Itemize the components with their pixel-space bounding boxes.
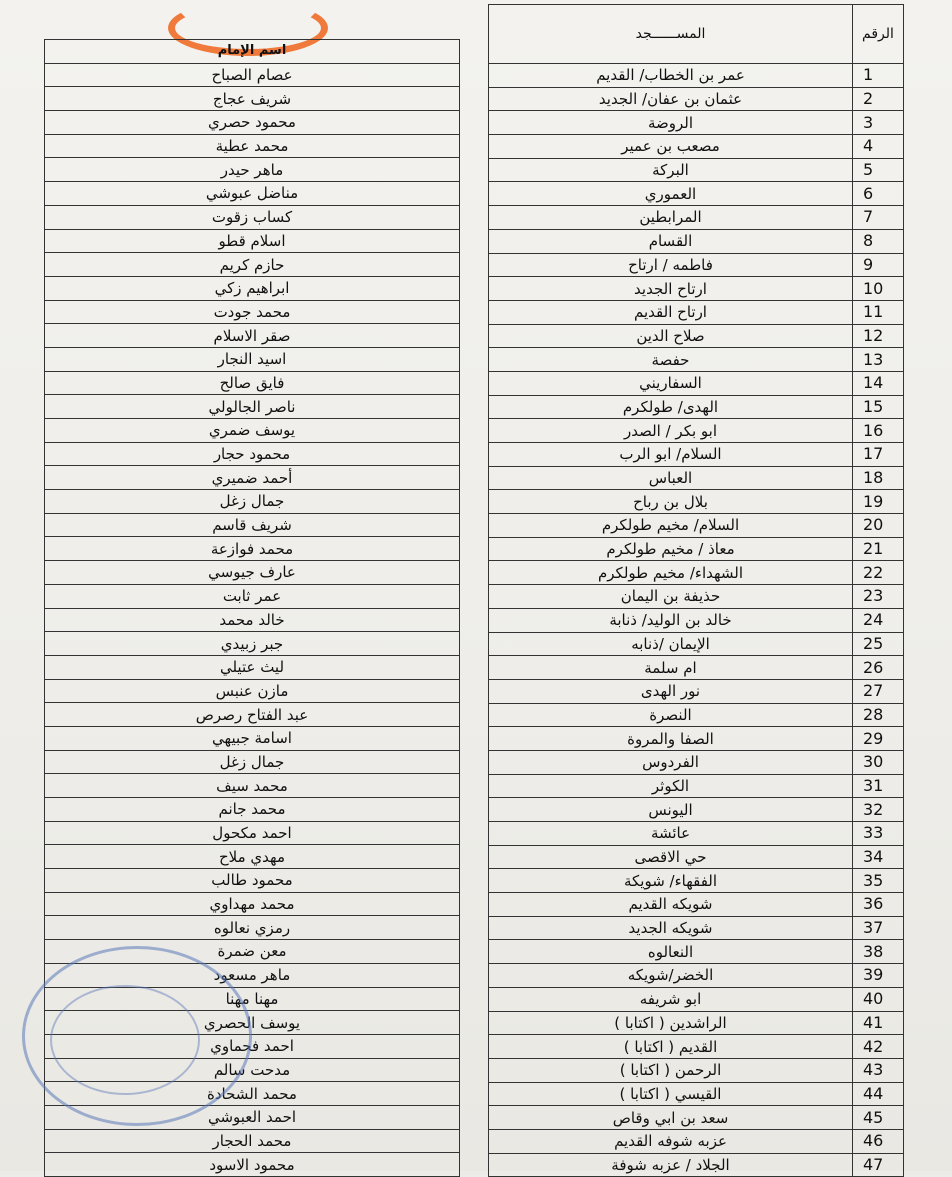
row-number-cell: 11 bbox=[853, 300, 904, 324]
imam-row bbox=[45, 798, 460, 822]
imam-name-cell: احمد فحماوي bbox=[45, 1034, 460, 1058]
row-number-cell: 34 bbox=[853, 845, 904, 869]
mosque-row bbox=[489, 845, 904, 869]
imam-row bbox=[45, 845, 460, 869]
row-number-cell: 29 bbox=[853, 727, 904, 751]
mosque-row bbox=[489, 1082, 904, 1106]
mosque-row bbox=[489, 111, 904, 135]
mosque-name-cell: القسام bbox=[489, 229, 853, 253]
imam-name-cell: رمزي نعالوه bbox=[45, 916, 460, 940]
imam-name-cell: فايق صالح bbox=[45, 371, 460, 395]
row-number-cell: 28 bbox=[853, 703, 904, 727]
mosque-name-cell: معاذ / مخيم طولكرم bbox=[489, 537, 853, 561]
imam-name-cell: مازن عنبس bbox=[45, 679, 460, 703]
mosque-row bbox=[489, 893, 904, 917]
mosque-row bbox=[489, 822, 904, 846]
mosque-name-cell: الصفا والمروة bbox=[489, 727, 853, 751]
imam-row bbox=[45, 419, 460, 443]
mosque-table-body bbox=[489, 64, 904, 1177]
imam-name-cell: محمد الحجار bbox=[45, 1129, 460, 1153]
row-number-cell: 25 bbox=[853, 632, 904, 656]
row-number-cell: 6 bbox=[853, 182, 904, 206]
imam-row bbox=[45, 205, 460, 229]
row-number-cell: 35 bbox=[853, 869, 904, 893]
row-number-cell: 32 bbox=[853, 798, 904, 822]
mosque-row bbox=[489, 64, 904, 88]
imam-name-cell: شريف قاسم bbox=[45, 513, 460, 537]
imam-row bbox=[45, 703, 460, 727]
imam-row bbox=[45, 300, 460, 324]
mosque-row bbox=[489, 300, 904, 324]
imam-header-row bbox=[45, 40, 460, 64]
mosque-name-cell: البركة bbox=[489, 158, 853, 182]
mosque-row bbox=[489, 656, 904, 680]
imam-row bbox=[45, 632, 460, 656]
row-number-cell: 10 bbox=[853, 277, 904, 301]
imam-name-cell: محمود الاسود bbox=[45, 1153, 460, 1177]
imam-name-cell: محمد مهداوي bbox=[45, 892, 460, 916]
mosque-name-cell: الجلاد / عزبه شوفة bbox=[489, 1153, 853, 1177]
row-number-cell: 17 bbox=[853, 443, 904, 467]
imam-row bbox=[45, 821, 460, 845]
imam-row bbox=[45, 371, 460, 395]
mosque-row bbox=[489, 1129, 904, 1153]
mosque-name-cell: الخضر/شويكه bbox=[489, 964, 853, 988]
imam-row bbox=[45, 111, 460, 135]
imam-name-cell: جمال زغل bbox=[45, 750, 460, 774]
imam-name-cell: أحمد ضميري bbox=[45, 466, 460, 490]
mosque-row bbox=[489, 750, 904, 774]
imam-name-cell: محمود طالب bbox=[45, 869, 460, 893]
imam-name-cell: اسيد النجار bbox=[45, 347, 460, 371]
row-number-cell: 27 bbox=[853, 679, 904, 703]
mosque-row bbox=[489, 987, 904, 1011]
imam-row bbox=[45, 655, 460, 679]
imam-row bbox=[45, 253, 460, 277]
imam-row bbox=[45, 182, 460, 206]
mosque-name-cell: العموري bbox=[489, 182, 853, 206]
imam-row bbox=[45, 276, 460, 300]
row-number-cell: 12 bbox=[853, 324, 904, 348]
mosque-name-cell: النصرة bbox=[489, 703, 853, 727]
row-number-cell: 43 bbox=[853, 1058, 904, 1082]
mosque-row bbox=[489, 916, 904, 940]
row-number-cell: 24 bbox=[853, 608, 904, 632]
row-number-cell: 42 bbox=[853, 1035, 904, 1059]
mosque-row bbox=[489, 490, 904, 514]
imam-row bbox=[45, 134, 460, 158]
mosque-name-cell: عزبه شوفه القديم bbox=[489, 1129, 853, 1153]
mosque-table bbox=[488, 4, 904, 1177]
imam-row bbox=[45, 347, 460, 371]
row-number-cell: 26 bbox=[853, 656, 904, 680]
mosque-row bbox=[489, 561, 904, 585]
imam-name-cell: احمد العبوشي bbox=[45, 1105, 460, 1129]
mosque-row bbox=[489, 229, 904, 253]
row-number-cell: 38 bbox=[853, 940, 904, 964]
imam-name-cell: خالد محمد bbox=[45, 608, 460, 632]
mosque-row bbox=[489, 324, 904, 348]
mosque-name-cell: ام سلمة bbox=[489, 656, 853, 680]
imam-name-cell: كساب زقوت bbox=[45, 205, 460, 229]
imam-name-cell: ليث عتيلي bbox=[45, 655, 460, 679]
mosque-name-cell: مصعب بن عمير bbox=[489, 135, 853, 159]
mosque-row bbox=[489, 206, 904, 230]
row-number-cell: 44 bbox=[853, 1082, 904, 1106]
mosque-name-cell: شويكه الجديد bbox=[489, 916, 853, 940]
mosque-row bbox=[489, 87, 904, 111]
mosque-row bbox=[489, 419, 904, 443]
imam-row bbox=[45, 750, 460, 774]
mosque-row bbox=[489, 514, 904, 538]
imam-row bbox=[45, 537, 460, 561]
mosque-name-cell: صلاح الدين bbox=[489, 324, 853, 348]
imam-name-cell: مهنا مهنا bbox=[45, 987, 460, 1011]
mosque-row bbox=[489, 585, 904, 609]
imam-name-cell: احمد مكحول bbox=[45, 821, 460, 845]
mosque-row bbox=[489, 608, 904, 632]
mosque-row bbox=[489, 1106, 904, 1130]
mosque-row bbox=[489, 727, 904, 751]
row-number-cell: 30 bbox=[853, 750, 904, 774]
imam-name-cell: معن ضمرة bbox=[45, 940, 460, 964]
mosque-name-cell: نور الهدى bbox=[489, 679, 853, 703]
imam-name-cell: محمد الشحادة bbox=[45, 1082, 460, 1106]
imam-name-cell: صقر الاسلام bbox=[45, 324, 460, 348]
imam-name-cell: محمود حصري bbox=[45, 111, 460, 135]
mosque-row bbox=[489, 679, 904, 703]
mosque-row bbox=[489, 964, 904, 988]
imam-row bbox=[45, 584, 460, 608]
mosque-name-cell: العباس bbox=[489, 466, 853, 490]
imam-name-cell: مناضل عبوشي bbox=[45, 182, 460, 206]
imam-name-cell: محمد فوازعة bbox=[45, 537, 460, 561]
imam-name-cell: ماهر حيدر bbox=[45, 158, 460, 182]
mosque-name-cell: الفقهاء/ شويكة bbox=[489, 869, 853, 893]
row-number-cell: 1 bbox=[853, 64, 904, 88]
imam-name-cell: جبر زبيدي bbox=[45, 632, 460, 656]
imam-name-cell: جمال زغل bbox=[45, 490, 460, 514]
imam-name-cell: مدحت سالم bbox=[45, 1058, 460, 1082]
imam-name-cell: محمود حجار bbox=[45, 442, 460, 466]
mosque-name-cell: القديم ( اكتابا ) bbox=[489, 1035, 853, 1059]
imam-row bbox=[45, 395, 460, 419]
row-number-cell: 9 bbox=[853, 253, 904, 277]
number-column-header: الرقم bbox=[853, 5, 904, 64]
row-number-cell: 41 bbox=[853, 1011, 904, 1035]
imam-name-cell: محمد عطية bbox=[45, 134, 460, 158]
imam-row bbox=[45, 229, 460, 253]
mosque-row bbox=[489, 1058, 904, 1082]
mosque-row bbox=[489, 182, 904, 206]
mosque-name-cell: ابو شريفه bbox=[489, 987, 853, 1011]
mosque-name-cell: حذيفة بن اليمان bbox=[489, 585, 853, 609]
mosque-name-cell: ابو بكر / الصدر bbox=[489, 419, 853, 443]
mosque-row bbox=[489, 1153, 904, 1177]
imam-row bbox=[45, 63, 460, 87]
mosque-name-cell: الروضة bbox=[489, 111, 853, 135]
row-number-cell: 45 bbox=[853, 1106, 904, 1130]
mosque-name-cell: السلام/ ابو الرب bbox=[489, 443, 853, 467]
imam-row bbox=[45, 561, 460, 585]
mosque-row bbox=[489, 277, 904, 301]
imam-row bbox=[45, 466, 460, 490]
row-number-cell: 40 bbox=[853, 987, 904, 1011]
mosque-header-row bbox=[489, 5, 904, 64]
row-number-cell: 14 bbox=[853, 371, 904, 395]
mosque-row bbox=[489, 703, 904, 727]
imam-name-cell: محمد سيف bbox=[45, 774, 460, 798]
row-number-cell: 47 bbox=[853, 1153, 904, 1177]
mosque-row bbox=[489, 774, 904, 798]
imam-row bbox=[45, 1153, 460, 1177]
imam-row bbox=[45, 490, 460, 514]
official-stamp-inner-ring bbox=[50, 985, 200, 1095]
mosque-row bbox=[489, 869, 904, 893]
mosque-row bbox=[489, 443, 904, 467]
row-number-cell: 22 bbox=[853, 561, 904, 585]
row-number-cell: 16 bbox=[853, 419, 904, 443]
row-number-cell: 19 bbox=[853, 490, 904, 514]
mosque-name-cell: النعالوه bbox=[489, 940, 853, 964]
imam-name-cell: حازم كريم bbox=[45, 253, 460, 277]
row-number-cell: 8 bbox=[853, 229, 904, 253]
mosque-column-header: المســــــجد bbox=[489, 5, 853, 64]
mosque-row bbox=[489, 632, 904, 656]
mosque-name-cell: السلام/ مخيم طولكرم bbox=[489, 514, 853, 538]
imam-row bbox=[45, 774, 460, 798]
row-number-cell: 15 bbox=[853, 395, 904, 419]
imam-name-cell: عارف جيوسي bbox=[45, 561, 460, 585]
mosque-name-cell: القيسي ( اكتابا ) bbox=[489, 1082, 853, 1106]
mosque-row bbox=[489, 371, 904, 395]
mosque-row bbox=[489, 798, 904, 822]
row-number-cell: 2 bbox=[853, 87, 904, 111]
row-number-cell: 21 bbox=[853, 537, 904, 561]
mosque-name-cell: السفاريني bbox=[489, 371, 853, 395]
mosque-row bbox=[489, 135, 904, 159]
mosque-name-cell: عثمان بن عفان/ الجديد bbox=[489, 87, 853, 111]
row-number-cell: 18 bbox=[853, 466, 904, 490]
mosque-name-cell: عائشة bbox=[489, 822, 853, 846]
imam-row bbox=[45, 87, 460, 111]
mosque-name-cell: سعد بن ابي وقاص bbox=[489, 1106, 853, 1130]
row-number-cell: 20 bbox=[853, 514, 904, 538]
imam-row bbox=[45, 679, 460, 703]
mosque-name-cell: بلال بن رباح bbox=[489, 490, 853, 514]
mosque-name-cell: اليونس bbox=[489, 798, 853, 822]
row-number-cell: 3 bbox=[853, 111, 904, 135]
imam-row bbox=[45, 158, 460, 182]
mosque-name-cell: المرابطين bbox=[489, 206, 853, 230]
mosque-row bbox=[489, 158, 904, 182]
mosque-name-cell: شويكه القديم bbox=[489, 893, 853, 917]
mosque-name-cell: الراشدين ( اكتابا ) bbox=[489, 1011, 853, 1035]
mosque-name-cell: الشهداء/ مخيم طولكرم bbox=[489, 561, 853, 585]
imam-name-cell: يوسف ضمري bbox=[45, 419, 460, 443]
imam-name-cell: اسامة جبيهي bbox=[45, 726, 460, 750]
imam-column-header: اسم الإمام bbox=[45, 40, 460, 64]
mosque-name-cell: خالد بن الوليد/ ذنابة bbox=[489, 608, 853, 632]
imam-row bbox=[45, 869, 460, 893]
imam-name-cell: عبد الفتاح رصرص bbox=[45, 703, 460, 727]
imam-name-cell: يوسف الحصري bbox=[45, 1011, 460, 1035]
mosque-row bbox=[489, 253, 904, 277]
imam-row bbox=[45, 442, 460, 466]
mosque-name-cell: الإيمان /ذنابه bbox=[489, 632, 853, 656]
imam-name-cell: مهدي ملاح bbox=[45, 845, 460, 869]
mosque-name-cell: عمر بن الخطاب/ القديم bbox=[489, 64, 853, 88]
mosque-name-cell: الفردوس bbox=[489, 750, 853, 774]
imam-row bbox=[45, 608, 460, 632]
row-number-cell: 13 bbox=[853, 348, 904, 372]
mosque-row bbox=[489, 1011, 904, 1035]
imam-name-cell: ابراهيم زكي bbox=[45, 276, 460, 300]
mosque-name-cell: الرحمن ( اكتابا ) bbox=[489, 1058, 853, 1082]
mosque-name-cell: حي الاقصى bbox=[489, 845, 853, 869]
row-number-cell: 36 bbox=[853, 893, 904, 917]
mosque-name-cell: الهدى/ طولكرم bbox=[489, 395, 853, 419]
row-number-cell: 5 bbox=[853, 158, 904, 182]
imam-name-cell: ناصر الجالولي bbox=[45, 395, 460, 419]
imam-row bbox=[45, 1129, 460, 1153]
imam-row bbox=[45, 916, 460, 940]
mosque-name-cell: ارتاح الجديد bbox=[489, 277, 853, 301]
imam-name-cell: عصام الصباح bbox=[45, 63, 460, 87]
row-number-cell: 7 bbox=[853, 206, 904, 230]
imam-row bbox=[45, 324, 460, 348]
mosque-name-cell: الكوثر bbox=[489, 774, 853, 798]
imam-name-cell: محمد جودت bbox=[45, 300, 460, 324]
mosque-row bbox=[489, 537, 904, 561]
mosque-row bbox=[489, 348, 904, 372]
imam-name-cell: اسلام قطو bbox=[45, 229, 460, 253]
imam-name-cell: محمد جانم bbox=[45, 798, 460, 822]
row-number-cell: 4 bbox=[853, 135, 904, 159]
imam-name-cell: عمر ثابت bbox=[45, 584, 460, 608]
row-number-cell: 23 bbox=[853, 585, 904, 609]
row-number-cell: 37 bbox=[853, 916, 904, 940]
imam-row bbox=[45, 513, 460, 537]
row-number-cell: 31 bbox=[853, 774, 904, 798]
mosque-row bbox=[489, 395, 904, 419]
mosque-name-cell: فاطمه / ارتاح bbox=[489, 253, 853, 277]
mosque-row bbox=[489, 1035, 904, 1059]
mosque-name-cell: ارتاح القديم bbox=[489, 300, 853, 324]
mosque-name-cell: حفصة bbox=[489, 348, 853, 372]
imam-name-cell: شريف عجاج bbox=[45, 87, 460, 111]
imam-name-cell: ماهر مسعود bbox=[45, 963, 460, 987]
imam-row bbox=[45, 892, 460, 916]
row-number-cell: 39 bbox=[853, 964, 904, 988]
row-number-cell: 46 bbox=[853, 1129, 904, 1153]
mosque-row bbox=[489, 940, 904, 964]
imam-row bbox=[45, 726, 460, 750]
row-number-cell: 33 bbox=[853, 822, 904, 846]
mosque-row bbox=[489, 466, 904, 490]
